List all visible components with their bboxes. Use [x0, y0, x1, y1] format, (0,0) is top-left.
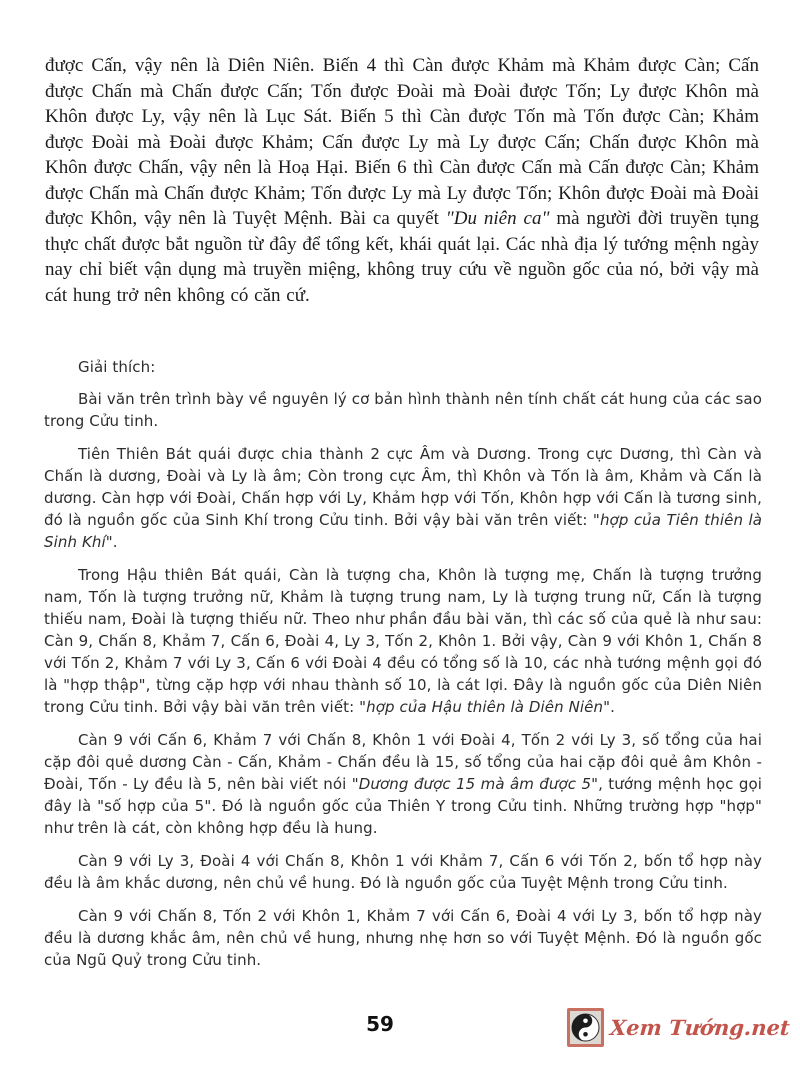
site-watermark — [567, 1008, 790, 1047]
explanation-paragraph-3: Trong Hậu thiên Bát quái, Càn là tượng cha, Khôn là tượng mẹ, Chấn là tượng trưởng nam, Tốn là tượng trưởng nữ, Khảm là tượng trung nam, Ly là tượng trung nữ, Cấn là tượng thiếu nam, Đoài là tượng thiếu nữ. Theo như phần đầu bài văn, thì các số của quẻ là như sau: Càn 9, Chấn 8, Khảm 7, Cấn 6, Đoài 4, Ly 3, Tốn 2, Khôn 1. Bởi vậy, Càn 9 với Khôn 1, Chấn 8 với Tốn 2, Khảm 7 với Ly 3, Cấn 6 với Đoài 4 đều có tổng số là 10, các nhà tướng mệnh gọi đó là "hợp thập", từng cặp hợp với nhau thành số 10, là cát lợi. Đây là nguồn gốc của Diên Niên trong Cửu tinh. Bởi vậy bài văn trên viết: "hợp của Hậu thiên là Diên Niên". — [44, 566, 762, 716]
explanation-paragraph-4: Càn 9 với Cấn 6, Khảm 7 với Chấn 8, Khôn 1 với Đoài 4, Tốn 2 với Ly 3, số tổng của hai cặp đôi quẻ dương Càn - Cấn, Khảm - Chấn đều là 15, số tổng của hai cặp đôi quẻ âm Khôn - Đoài, Tốn - Ly đều là 5, nên bài viết nói "Dương được 15 mà âm được 5", tướng mệnh học gọi đây là "số hợp của 5". Đó là nguồn gốc của Thiên Y trong Cửu tinh. Những trường hợp "hợp" như trên là cát, còn không hợp đều là hung. — [44, 731, 762, 837]
explanation-paragraph-5: Càn 9 với Ly 3, Đoài 4 với Chấn 8, Khôn 1 với Khảm 7, Cấn 6 với Tốn 2, bốn tổ hợp này đều là âm khắc dương, nên chủ về hung. Đó là nguồn gốc của Tuyệt Mệnh trong Cửu tinh. — [44, 852, 762, 892]
watermark-text: Xem Tướng.net — [609, 1015, 791, 1040]
explanation-heading: Giải thích: — [78, 358, 156, 376]
explanation-paragraph-1: Bài văn trên trình bày về nguyên lý cơ bản hình thành nên tính chất cát hung của các sao trong Cửu tinh. — [44, 390, 762, 430]
explanation-paragraph-2: Tiên Thiên Bát quái được chia thành 2 cực Âm và Dương. Trong cực Dương, thì Càn và Chấn là dương, Đoài và Ly là âm; Còn trong cực Âm, thì Khôn và Tốn là âm, Khảm và Cấn là dương. Càn hợp với Đoài, Chấn hợp với Ly, Khảm hợp với Tốn, Khôn hợp với Cấn là tương sinh, đó là nguồn gốc của Sinh Khí trong Cửu tinh. Bởi vậy bài văn trên viết: "hợp của Tiên thiên là Sinh Khí". — [44, 445, 763, 551]
page-number: 59 — [366, 1012, 394, 1036]
yin-yang-icon — [567, 1008, 604, 1047]
explanation-section — [44, 356, 762, 982]
explanation-paragraph-6: Càn 9 với Chấn 8, Tốn 2 với Khôn 1, Khảm 7 với Cấn 6, Đoài 4 với Ly 3, bốn tổ hợp này đều là dương khắc âm, nên chủ về hung, nhưng nhẹ hơn so với Tuyệt Mệnh. Đó là nguồn gốc của Ngũ Quỷ trong Cửu tinh. — [44, 907, 762, 969]
lead-paragraph: được Cấn, vậy nên là Diên Niên. Biến 4 thì Càn được Khảm mà Khảm được Càn; Cấn được Chấn mà Chấn được Cấn; Tốn được Đoài mà Đoài được Tốn; Ly được Khôn mà Khôn được Ly, vậy nên là Lục Sát. Biến 5 thì Càn được Tốn mà Tốn được Càn; Khảm được Đoài mà Đoài được Khảm; Cấn được Ly mà Ly được Cấn; Chấn được Khôn mà Khôn được Chấn, vậy nên là Hoạ Hại. Biến 6 thì Càn được Cấn mà Cấn được Càn; Khảm được Chấn mà Chấn được Khảm; Tốn được Ly mà Ly được Tốn; Khôn được Đoài mà Đoài được Khôn, vậy nên là Tuyệt Mệnh. Bài ca quyết "Du niên ca" mà người đời truyền tụng thực chất được bắt nguồn từ đây để tổng kết, khái quát lại. Các nhà địa lý tướng mệnh ngày nay chỉ biết vận dụng mà truyền miệng, không truy cứu về nguồn gốc của nó, bởi vậy mà cát hung trở nên không có căn cứ. — [45, 55, 759, 306]
